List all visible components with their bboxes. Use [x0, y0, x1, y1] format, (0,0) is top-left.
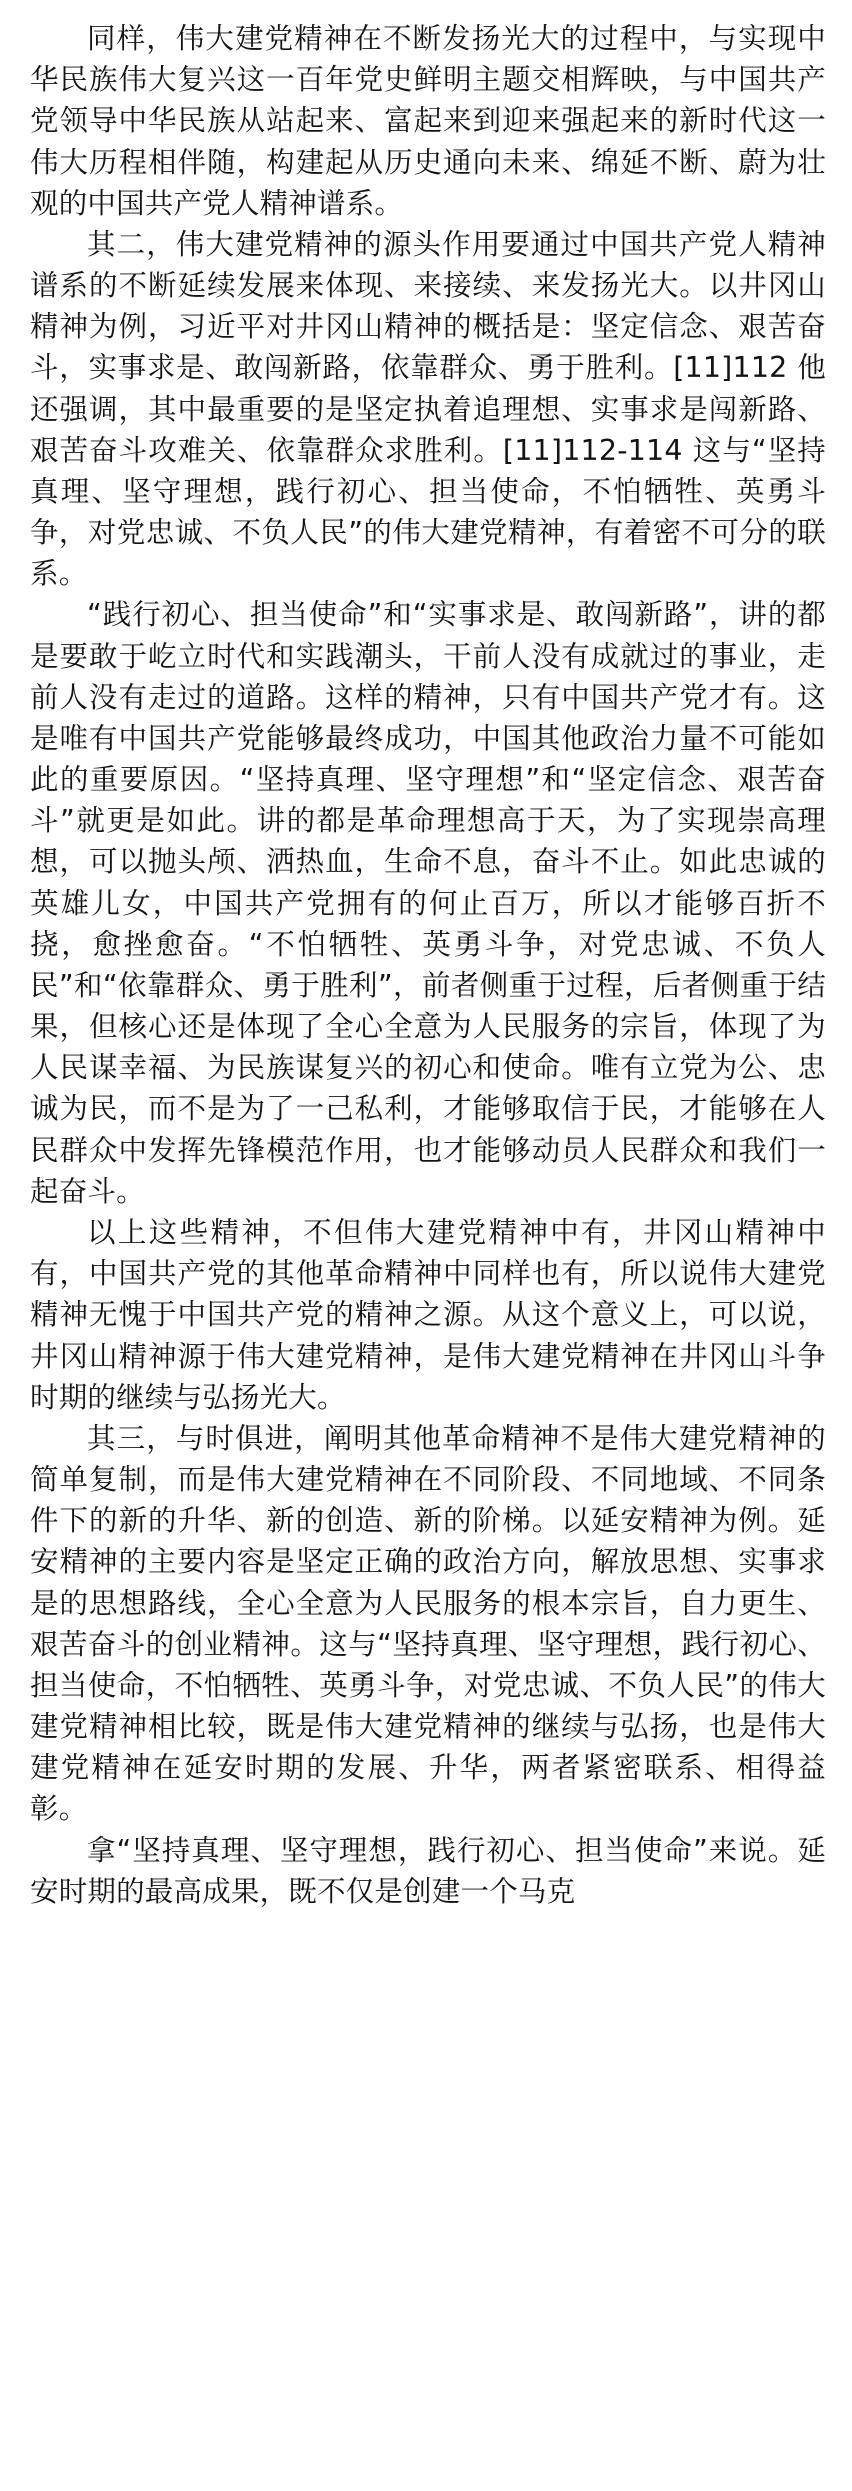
- paragraph: 以上这些精神，不但伟大建党精神中有，井冈山精神中有，中国共产党的其他革命精神中同样也有，所以说伟大建党精神无愧于中国共产党的精神之源。从这个意义上，可以说，井冈山精神源于伟大建党精神，是伟大建党精神在井冈山斗争时期的继续与弘扬光大。: [30, 1215, 826, 1414]
- paragraph: 其三，与时俱进，阐明其他革命精神不是伟大建党精神的简单复制，而是伟大建党精神在不同阶段、不同地域、不同条件下的新的升华、新的创造、新的阶梯。以延安精神为例。延安精神的主要内容是坚定正确的政治方向，解放思想、实事求是的思想路线，全心全意为人民服务的根本宗旨，自力更生、艰苦奋斗的创业精神。这与“坚持真理、坚守理想，践行初心、担当使命，不怕牺牲、英勇斗争，对党忠诚、不负人民”的伟大建党精神相比较，既是伟大建党精神的继续与弘扬，也是伟大建党精神在延安时期的发展、升华，两者紧密联系、相得益彰。: [30, 1421, 826, 1826]
- paragraph: “践行初心、担当使命”和“实事求是、敢闯新路”，讲的都是要敢于屹立时代和实践潮头，干前人没有成就过的事业，走前人没有走过的道路。这样的精神，只有中国共产党才有。这是唯有中国共产党能够最终成功，中国其他政治力量不可能如此的重要原因。“坚持真理、坚守理想”和“坚定信念、艰苦奋斗”就更是如此。讲的都是革命理想高于天，为了实现崇高理想，可以抛头颅、洒热血，生命不息，奋斗不止。如此忠诚的英雄儿女，中国共产党拥有的何止百万，所以才能够百折不挠，愈挫愈奋。“不怕牺牲、英勇斗争，对党忠诚、不负人民”和“依靠群众、勇于胜利”，前者侧重于过程，后者侧重于结果，但核心还是体现了全心全意为人民服务的宗旨，体现了为人民谋幸福、为民族谋复兴的初心和使命。唯有立党为公、忠诚为民，而不是为了一己私利，才能够取信于民，才能够在人民群众中发挥先锋模范作用，也才能够动员人民群众和我们一起奋斗。: [30, 598, 826, 1208]
- paragraph: 其二，伟大建党精神的源头作用要通过中国共产党人精神谱系的不断延续发展来体现、来接续、来发扬光大。以井冈山精神为例，习近平对井冈山精神的概括是：坚定信念、艰苦奋斗，实事求是、敢闯新路，依靠群众、勇于胜利。[11]112 他还强调，其中最重要的是坚定执着追理想、实事求是闯新路、艰苦奋斗攻难关、依靠群众求胜利。[11]112-114 这与“坚持真理、坚守理想，践行初心、担当使命，不怕牺牲、英勇斗争，对党忠诚、不负人民”的伟大建党精神，有着密不可分的联系。: [30, 227, 826, 591]
- paragraph: 拿“坚持真理、坚守理想，践行初心、担当使命”来说。延安时期的最高成果，既不仅是创建一个马克: [30, 1833, 826, 1908]
- document-body: [30, 18, 826, 1912]
- paragraph: 同样，伟大建党精神在不断发扬光大的过程中，与实现中华民族伟大复兴这一百年党史鲜明主题交相辉映，与中国共产党领导中华民族从站起来、富起来到迎来强起来的新时代这一伟大历程相伴随，构建起从历史通向未来、绵延不断、蔚为壮观的中国共产党人精神谱系。: [30, 22, 826, 220]
